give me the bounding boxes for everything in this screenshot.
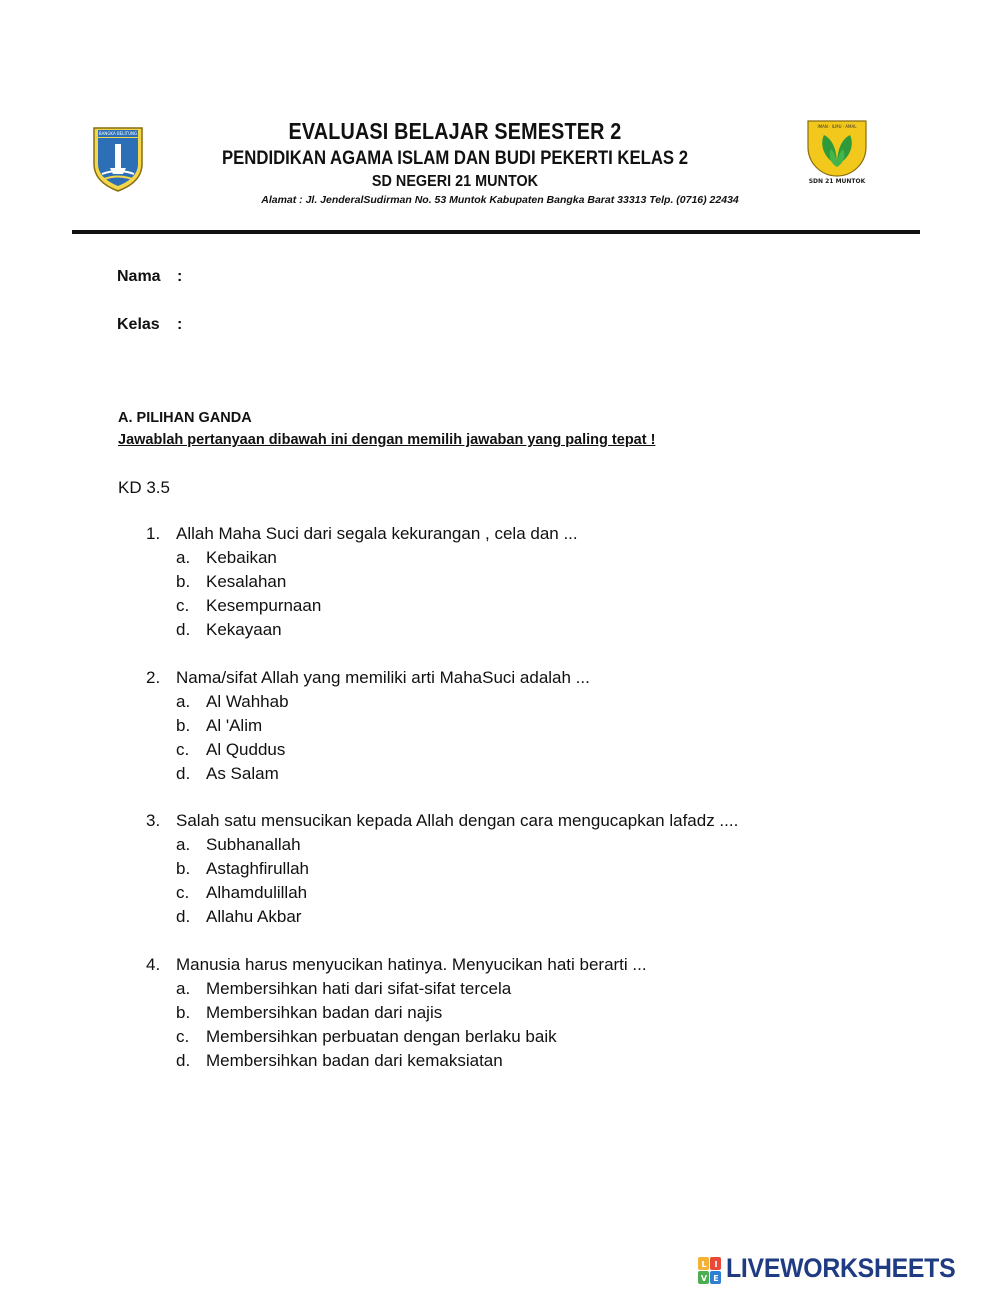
option-letter: b. (176, 1003, 191, 1022)
option-letter: b. (176, 859, 191, 878)
option-text: Membersihkan hati dari sifat-sifat tercela (206, 979, 512, 998)
svg-text:E: E (713, 1274, 719, 1283)
option-text: Kesalahan (206, 572, 287, 591)
school-logo (804, 117, 870, 187)
school-logo-caption: SDN 21 MUNTOK (808, 178, 866, 185)
option-text: Kebaikan (206, 548, 277, 567)
question-text: Nama/sifat Allah yang memiliki arti MahaSuci adalah ... (176, 668, 590, 687)
name-colon: : (177, 268, 183, 285)
option-letter: d. (176, 764, 191, 783)
svg-text:V: V (700, 1274, 708, 1283)
option-text: Al Quddus (206, 740, 286, 759)
question-number: 1. (146, 524, 161, 543)
option-letter: d. (176, 907, 191, 926)
school-logo-icon (804, 117, 870, 187)
option-text: Allahu Akbar (206, 907, 302, 926)
question-text: Manusia harus menyucikan hatinya. Menyucikan hati berarti ... (176, 955, 647, 974)
option-text: Membersihkan badan dari kemaksiatan (206, 1051, 503, 1070)
option-text: Al Wahhab (206, 692, 289, 711)
option-letter: a. (176, 548, 191, 567)
option-text: Kesempurnaan (206, 596, 322, 615)
kd-label: KD 3.5 (118, 478, 170, 497)
option-letter: c. (176, 883, 190, 902)
question-number: 3. (146, 811, 161, 830)
section-instruction: Jawablah pertanyaan dibawah ini dengan memilih jawaban yang paling tepat ! (118, 432, 656, 448)
liveworksheets-logo-icon (697, 1255, 723, 1285)
school-motto: IMAN · ILMU · AMAL (817, 124, 857, 129)
option-letter: b. (176, 716, 191, 735)
option-text: Kekayaan (206, 620, 282, 639)
province-emblem-icon (90, 124, 146, 194)
option-text: Membersihkan badan dari najis (206, 1003, 443, 1022)
option-text: Alhamdulillah (206, 883, 308, 902)
option-letter: c. (176, 740, 190, 759)
option-text: Al 'Alim (206, 716, 263, 735)
option-letter: a. (176, 979, 191, 998)
option-letter: c. (176, 1027, 190, 1046)
question-number: 4. (146, 955, 161, 974)
option-letter: d. (176, 1051, 191, 1070)
option-letter: c. (176, 596, 190, 615)
class-colon: : (177, 316, 183, 333)
name-field (117, 268, 183, 286)
option-text: Subhanallah (206, 835, 301, 854)
class-label: Kelas (117, 316, 160, 333)
option-letter: a. (176, 692, 191, 711)
header-divider (72, 230, 920, 234)
option-letter: d. (176, 620, 191, 639)
question-text: Salah satu mensucikan kepada Allah dengan cara mengucapkan lafadz .... (176, 811, 739, 830)
class-field (117, 316, 183, 334)
option-letter: b. (176, 572, 191, 591)
school-name: SD NEGERI 21 MUNTOK (371, 173, 539, 190)
name-label: Nama (117, 268, 161, 285)
section-heading: A. PILIHAN GANDA (118, 410, 252, 426)
question-number: 2. (146, 668, 161, 687)
province-emblem-caption: BANGKA BELITUNG (98, 131, 138, 136)
page-title: EVALUASI BELAJAR SEMESTER 2 (288, 118, 622, 144)
school-address: Alamat : Jl. JenderalSudirman No. 53 Muntok Kabupaten Bangka Barat 33313 Telp. (0716) 22434 (261, 194, 739, 206)
option-text: As Salam (206, 764, 279, 783)
question-text: Allah Maha Suci dari segala kekurangan , cela dan ... (176, 524, 578, 543)
svg-text:I: I (714, 1260, 718, 1269)
option-letter: a. (176, 835, 191, 854)
option-text: Membersihkan perbuatan dengan berlaku baik (206, 1027, 557, 1046)
option-text: Astaghfirullah (206, 859, 310, 878)
subject-title: PENDIDIKAN AGAMA ISLAM DAN BUDI PEKERTI KELAS 2 (221, 148, 689, 169)
svg-text:L: L (701, 1260, 707, 1269)
liveworksheets-brand: LIVEWORKSHEETS (726, 1253, 956, 1283)
